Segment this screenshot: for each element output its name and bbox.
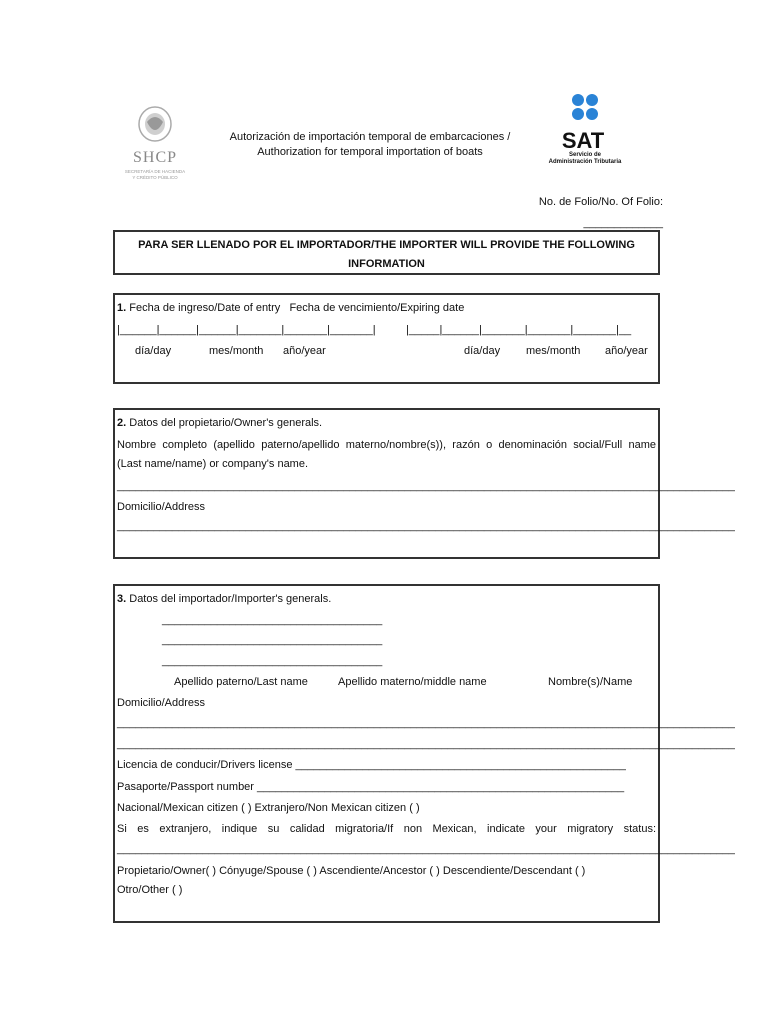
other-relationship-option[interactable]: Otro/Other ( ) (117, 884, 183, 896)
importer-address-field-1[interactable]: _____________________________________________________________________________________________________ (117, 717, 735, 729)
shcp-subtitle-1: SECRETARÍA DE HACIENDA (124, 169, 186, 174)
shcp-logo (120, 100, 192, 186)
section-dates-labels (117, 302, 464, 314)
section-owner-heading (117, 417, 322, 429)
migratory-status-label: Si es extranjero, indique su calidad migratoria/If non Mexican, indicate your migratory status: (117, 823, 656, 835)
expiry-month-caption: mes/month (526, 345, 581, 357)
sat-logo (545, 92, 631, 168)
importer-address-field-2[interactable]: _____________________________________________________________________________________________________ (117, 738, 735, 750)
migratory-status-field[interactable]: _____________________________________________________________________________________________________ (117, 843, 735, 855)
expiry-date-field[interactable]: |_____|______|_______|_______|_______|__ (406, 324, 632, 336)
entry-day-caption: día/day (135, 345, 172, 357)
entry-year-caption: año/year (283, 345, 326, 357)
expiry-day-caption: día/day (464, 345, 501, 357)
owner-heading-text: Datos del propietario/Owner's generals. (129, 417, 323, 429)
folio-number (470, 192, 663, 234)
title-line-2: Authorization for temporal importation of boats (257, 146, 483, 158)
importer-address-label: Domicilio/Address (117, 697, 206, 709)
sat-subtitle-2: Administración Tributaria (548, 159, 622, 165)
entry-date-field[interactable]: |______|______|______|_______|_______|_______| (117, 324, 376, 336)
middle-name-caption: Apellido materno/middle name (338, 676, 487, 688)
shcp-text: SHCP (132, 149, 178, 166)
owner-address-field[interactable]: _____________________________________________________________________________________________________ (117, 520, 735, 532)
importer-heading-text: Datos del importador/Importer's generals. (129, 593, 332, 605)
sat-subtitle-1: Servicio de (568, 152, 602, 158)
entry-month-caption: mes/month (209, 345, 264, 357)
instruction-line-1: PARA SER LLENADO POR EL IMPORTADOR/THE IMPORTER WILL PROVIDE THE FOLLOWING (138, 239, 635, 251)
owner-name-instructions-1: Nombre completo (apellido paterno/apellido materno/nombre(s)), razón o denominación social/Full name (117, 439, 656, 451)
entry-date-label: Fecha de ingreso/Date of entry (129, 302, 281, 314)
instruction-text (113, 236, 660, 274)
last-name-caption: Apellido paterno/Last name (174, 676, 308, 688)
importer-first-name-field[interactable]: ____________________________________ (162, 655, 383, 667)
expiry-year-caption: año/year (605, 345, 648, 357)
title-line-1: Autorización de importación temporal de embarcaciones / (229, 131, 511, 143)
first-name-caption: Nombre(s)/Name (548, 676, 633, 688)
shcp-subtitle-2: Y CRÉDITO PÚBLICO (132, 175, 178, 180)
importer-middle-name-field[interactable]: ____________________________________ (162, 634, 383, 646)
importer-last-name-field[interactable]: ____________________________________ (162, 614, 383, 626)
passport-field[interactable]: Pasaporte/Passport number ____________________________________________________________ (117, 781, 625, 793)
folio-label: No. de Folio/No. Of Folio: (538, 196, 663, 208)
owner-name-field[interactable]: _____________________________________________________________________________________________________ (117, 480, 735, 492)
section-2-number: 2. (117, 417, 127, 429)
section-1-number: 1. (117, 302, 127, 314)
folio-blank[interactable]: _____________ (583, 217, 663, 229)
owner-name-instructions-2: (Last name/name) or company's name. (117, 458, 309, 470)
expiry-date-label: Fecha de vencimiento/Expiring date (289, 302, 465, 314)
sat-text: SAT (561, 128, 605, 153)
owner-address-label: Domicilio/Address (117, 501, 206, 513)
document-title (200, 130, 540, 160)
drivers-license-field[interactable]: Licencia de conducir/Drivers license ______________________________________________________ (117, 759, 626, 771)
section-importer-heading (117, 593, 331, 605)
section-3-number: 3. (117, 593, 127, 605)
citizenship-options[interactable]: Nacional/Mexican citizen ( ) Extranjero/Non Mexican citizen ( ) (117, 802, 420, 814)
relationship-options[interactable]: Propietario/Owner( ) Cónyuge/Spouse ( ) Ascendiente/Ancestor ( ) Descendiente/Descendant ( ) (117, 865, 586, 877)
instruction-line-2: INFORMATION (348, 258, 425, 270)
